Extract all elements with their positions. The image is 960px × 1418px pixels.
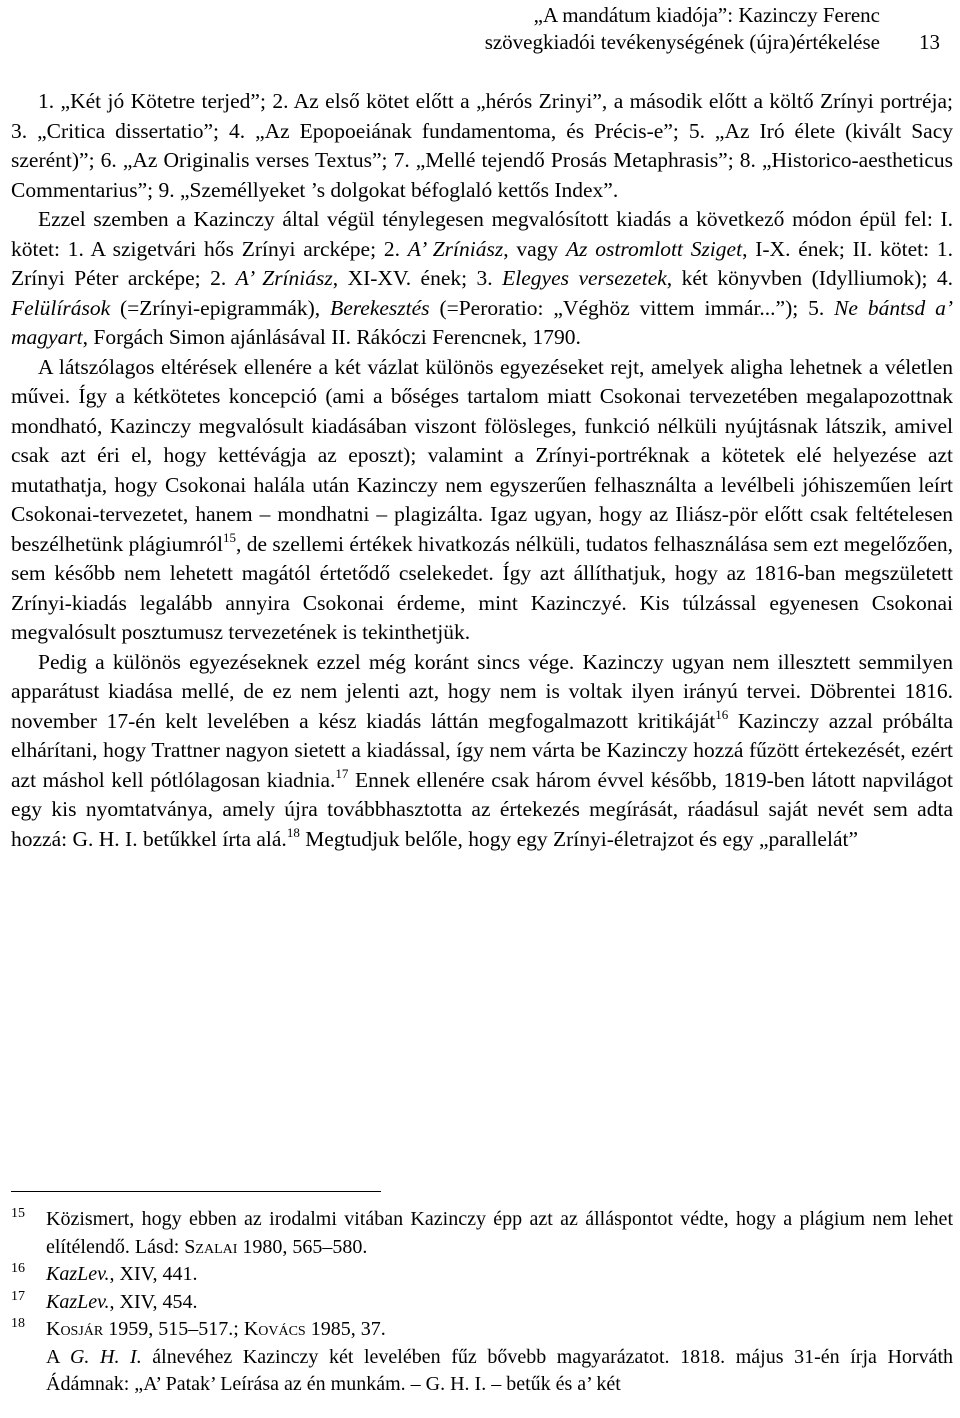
footnote-text: Közismert, hogy ebben az irodalmi vitában Kazinczy épp azt az álláspontot védte, hogy a plágium nem lehet elítélendő. Lásd: [46,1208,953,1258]
paragraph-csokonai-plan: 1. „Két jó Kötetre terjed”; 2. Az első kötet előtt a „hérós Zrinyi”, a második előtt a költő Zrínyi portréja; 3. „Critica dissertatio”; 4. „Az Epopoeiának fundamentoma, és Précis-e”; 5. „Az Iró élete (kivált Sacy szerént)”; 6. „Az Originalis verses Textus”; 7. „Mellé tejendő Prosás Metaphrasis”; 8. „Historico-aestheticus Commentarius”; 9. „Személlyeket ’s dolgokat béfoglaló kettős Index”. [11,89,953,202]
header-title-line-2: szövegkiadói tevékenységének (újra)értékelése [484,30,880,54]
footnotes [11,1206,953,1399]
footnote-text: A [46,1345,70,1368]
text-run: , Forgách Simon ajánlásával II. Rákóczi Ferencnek, 1790. [82,325,581,349]
footnote-18-continuation [46,1344,953,1399]
text-run: , I-X. ének; II. kötet: 1. Zrínyi Péter arcképe; 2. [11,236,954,290]
text-run: (=Peroratio: „Véghöz vittem immár...”); 5. [429,295,835,320]
footnote-number: 18 [11,1316,25,1331]
header-title-line-1: „A mandátum kiadója”: Kazinczy Ferenc [533,3,880,27]
body-text [11,87,953,854]
text-run: A látszólagos eltérések ellenére a két vázlat különös egyezéseket rejt, amelyek aligha lehetnek a véletlen művei. Így a kétkötetes koncepció (ami a bőséges tartalom miatt Csokonai tervezetében megalapozottnak mondható, Kazinczy megvalósult kiadásában viszont fölösleges, funkció nélküli nyújtásnak látszik, amivel csak azt éri el, hogy kettévágja az eposzt); valamint a Zrínyi-portréknak a kötetek elé helyezése azt mutathatja, hogy Csokonai halála után Kazinczy nem egyszerűen felhasználta a levélbeli jóhiszeműen leírt Csokonai-tervezetet, hanem – mondhatni – plagizálta. Igaz ugyan, hogy az Iliász-pör előtt csak feltételesen beszélhetünk plágiumról [11,354,953,556]
footnote-17 [11,1289,953,1317]
footnote-author: Kovács [243,1318,306,1340]
text-run: Ennek ellenére csak három évvel később, 1819-ben látott napvilágot egy kis nyomtatványa, amely újra továbbhasztotta az értekezés megírását, ráadásul saját nevét sem adta hozzá: G. H. I. betűkkel írta alá. [11,767,954,851]
footnote-text: , XIV, 454. [109,1290,198,1313]
running-header [485,2,940,56]
text-run: Pedig a különös egyezéseknek ezzel még koránt sincs vége. Kazinczy ugyan nem illesztett semmilyen apparátust kiadása mellé, de ez nem jelenti azt, hogy nem is voltak ilyen irányú tervei. Döbrentei 1816. november 17-én kelt levelében a kész kiadás láttán megfogalmazott kritikáját [11,649,953,733]
footnote-number: 17 [11,1288,25,1304]
paragraph-similarities [11,353,953,648]
footnote-source: KazLev. [46,1263,110,1285]
italic-title: A’ Zríniász [407,236,504,261]
footnote-author: Szalai [184,1235,238,1258]
footnote-source: KazLev. [46,1290,110,1313]
text-run: , XI-XV. ének; 3. [332,266,503,290]
text-run: (=Zrínyi-epigrammák), [110,295,331,320]
text-run: Ezzel szemben a Kazinczy által végül ténylegesen megvalósított kiadás a következő módon épül fel: I. kötet: 1. A szigetvári hős Zrínyi arcképe; 2. [11,207,953,261]
footnote-divider [11,1191,381,1192]
footnote-15 [11,1206,953,1261]
text-run: , de szellemi értékek hivatkozás nélküli, tudatos felhasználása sem ezt megelőzően, sem később nem lehetett magától értetődő cselekedet. Így azt állíthatjuk, hogy az 1816-ban megszületett Zrínyi-kiadás legalább annyira Csokonai érdeme, mint Kazinczyé. Kis túlzással egyenesen Csokonai megvalósult posztumusz tervezetének is tekinthetjük. [11,531,953,644]
footnote-text: , XIV, 441. [109,1263,198,1285]
footnote-ref-15[interactable]: 15 [222,529,236,545]
document-page [11,0,953,1418]
footnote-ref-18[interactable]: 18 [286,824,300,840]
italic-title: Elegyes versezetek [502,266,667,290]
text-run: Kazinczy azzal próbálta elhárítani, hogy Trattner nagyon sietett a kiadással, így nem várta be Kazinczy hozzá fűzött értekezését, ezért azt máshol kell pótlólagosan kiadnia. [11,708,953,792]
italic-title: Az ostromlott Sziget [565,236,743,261]
italic-title: Felülírások [11,295,111,320]
footnote-pseudonym: G. H. I. [69,1345,142,1368]
italic-title: Berekesztés [330,295,430,320]
footnote-number: 15 [11,1206,25,1221]
footnote-ref-17[interactable]: 17 [335,765,349,781]
paragraph-kazinczy-edition [11,205,953,353]
footnote-text: álnevéhez Kazinczy két levelében fűz bővebb magyarázatot. 1818. május 31-én írja Horváth Ádámnak: „A’ Patak’ Leírása az én munkám. – G. H. I. – betűk és a’ két [46,1345,954,1395]
footnote-author: Kosjár [46,1318,104,1340]
paragraph-further-similarities [11,648,953,855]
footnote-text: 1959, 515–517.; [103,1318,244,1340]
footnote-18 [11,1316,953,1399]
italic-title: Ne bántsd a’ magyart [11,295,953,349]
text-run: , vagy [503,236,566,261]
footnote-16 [11,1261,953,1289]
italic-title: A’ Zríniász [235,266,333,290]
footnote-text: 1980, 565–580. [237,1235,368,1258]
footnote-text: 1985, 37. [305,1318,386,1340]
footnote-ref-16[interactable]: 16 [715,706,729,722]
text-run: Megtudjuk belőle, hogy egy Zrínyi-életrajzot és egy „parallelát” [299,826,859,851]
text-run: , két könyvben (Idylliumok); 4. [666,266,954,290]
page-number: 13 [919,30,940,54]
footnote-number: 16 [11,1261,25,1276]
